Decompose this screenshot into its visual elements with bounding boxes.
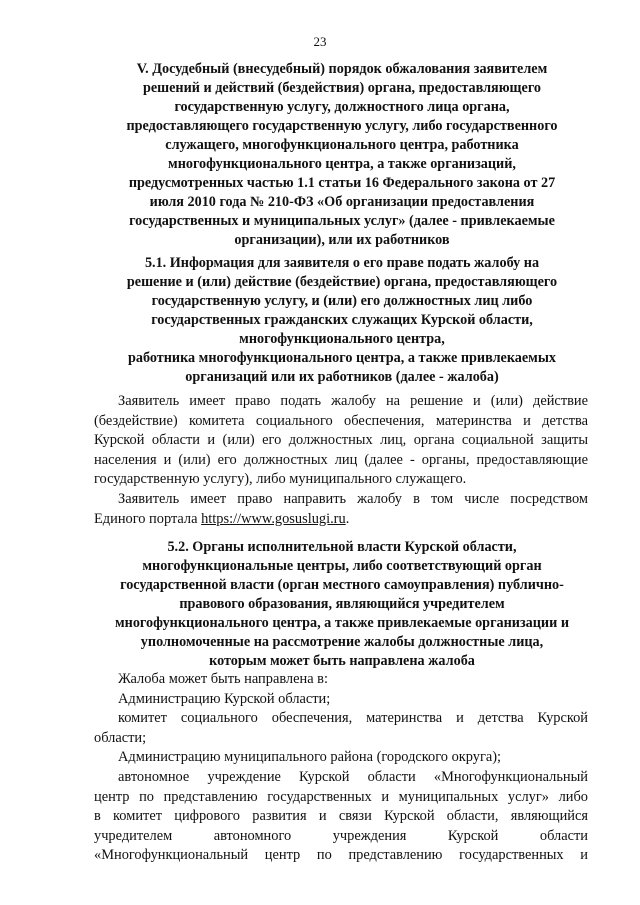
heading-line: которым может быть направлена жалоба: [209, 653, 475, 669]
heading-line: многофункционального центра, а также привлекаемые организации и: [115, 615, 569, 631]
text-line: Заявитель имеет право направить жалобу в том числе посредством: [118, 491, 588, 507]
heading-line: служащего, многофункционального центра, работника: [165, 137, 519, 153]
text-line: (бездействие) комитета социального обеспечения, материнства и детства: [94, 412, 588, 429]
heading-line: государственную услугу, и (или) его должностных лиц либо: [151, 293, 533, 309]
text-line: Администрацию Курской области;: [118, 690, 331, 707]
text-line: государственную услугу), либо муниципального служащего.: [94, 471, 467, 488]
heading-line: 5.2. Органы исполнительной власти Курской области,: [167, 539, 517, 555]
heading-line: организации), или их работников: [234, 232, 450, 248]
text-line: «Многофункциональный центр по представлению государственных и: [94, 847, 588, 864]
text-line: [94, 510, 588, 530]
paragraph-right-to-complain: [94, 392, 588, 490]
heading-line: уполномоченные на рассмотрение жалобы должностные лица,: [140, 634, 544, 650]
heading-line: многофункционального центра,: [239, 331, 445, 347]
page-number: 23: [313, 34, 327, 49]
gosuslugi-link[interactable]: https://www.gosuslugi.ru: [201, 510, 346, 527]
heading-line: государственной власти (орган местного самоуправления) публично-: [120, 577, 564, 593]
heading-line: государственных и муниципальных услуг» (далее - привлекаемые: [129, 213, 555, 229]
section-5-1-heading: [94, 254, 590, 387]
heading-line: предусмотренных частью 1.1 статьи 16 Федерального закона от 27: [128, 175, 556, 191]
text-line: Жалоба может быть направлена в:: [118, 671, 328, 687]
heading-line: многофункциональные центры, либо соответствующий орган: [142, 558, 542, 574]
text-fragment: Единого портала: [94, 510, 202, 527]
heading-line: работника многофункционального центра, а также привлекаемых: [127, 350, 557, 366]
paragraph-where-to-send: [94, 670, 588, 866]
heading-line: государственную услугу, должностного лица органа,: [174, 99, 510, 115]
text-line: центр по представлению государственных и муниципальных услуг» либо: [94, 788, 588, 805]
text-line: учредителем автономного учреждения Курской области: [94, 827, 588, 844]
text-line: области;: [94, 729, 147, 746]
text-line: в комитет цифрового развития и связи Курской области, являющийся: [94, 808, 588, 825]
heading-line: организаций или их работников (далее - жалоба): [185, 369, 499, 385]
paragraph-portal: [94, 490, 588, 529]
text-line: населения и (или) его должностных лиц (далее - органы, предоставляющие: [94, 451, 588, 468]
section-v-heading: [94, 60, 590, 250]
heading-line: решений и действий (бездействия) органа, предоставляющего: [142, 80, 542, 96]
heading-line: решение и (или) действие (бездействие) органа, предоставляющего: [126, 274, 558, 290]
text-fragment: .: [345, 510, 350, 527]
section-5-2-heading: [94, 538, 590, 671]
text-line: Заявитель имеет право подать жалобу на решение и (или) действие: [118, 393, 588, 409]
text-line: Курской области и (или) его должностных лиц, органа социальной защиты: [94, 432, 588, 449]
text-line: Администрацию муниципального района (городского округа);: [118, 749, 502, 766]
text-line: комитет социального обеспечения, материнства и детства Курской: [118, 710, 588, 727]
heading-line: правового образования, являющийся учредителем: [179, 596, 505, 612]
text-line: автономное учреждение Курской области «Многофункциональный: [118, 768, 588, 785]
heading-line: V. Досудебный (внесудебный) порядок обжалования заявителем: [136, 61, 548, 77]
heading-line: государственных гражданских служащих Курской области,: [151, 312, 533, 328]
heading-line: июля 2010 года № 210-ФЗ «Об организации предоставления: [149, 194, 535, 210]
heading-line: 5.1. Информация для заявителя о его праве подать жалобу на: [144, 255, 540, 271]
heading-line: предоставляющего государственную услугу, либо государственного: [126, 118, 558, 134]
heading-line: многофункционального центра, а также организаций,: [168, 156, 516, 172]
